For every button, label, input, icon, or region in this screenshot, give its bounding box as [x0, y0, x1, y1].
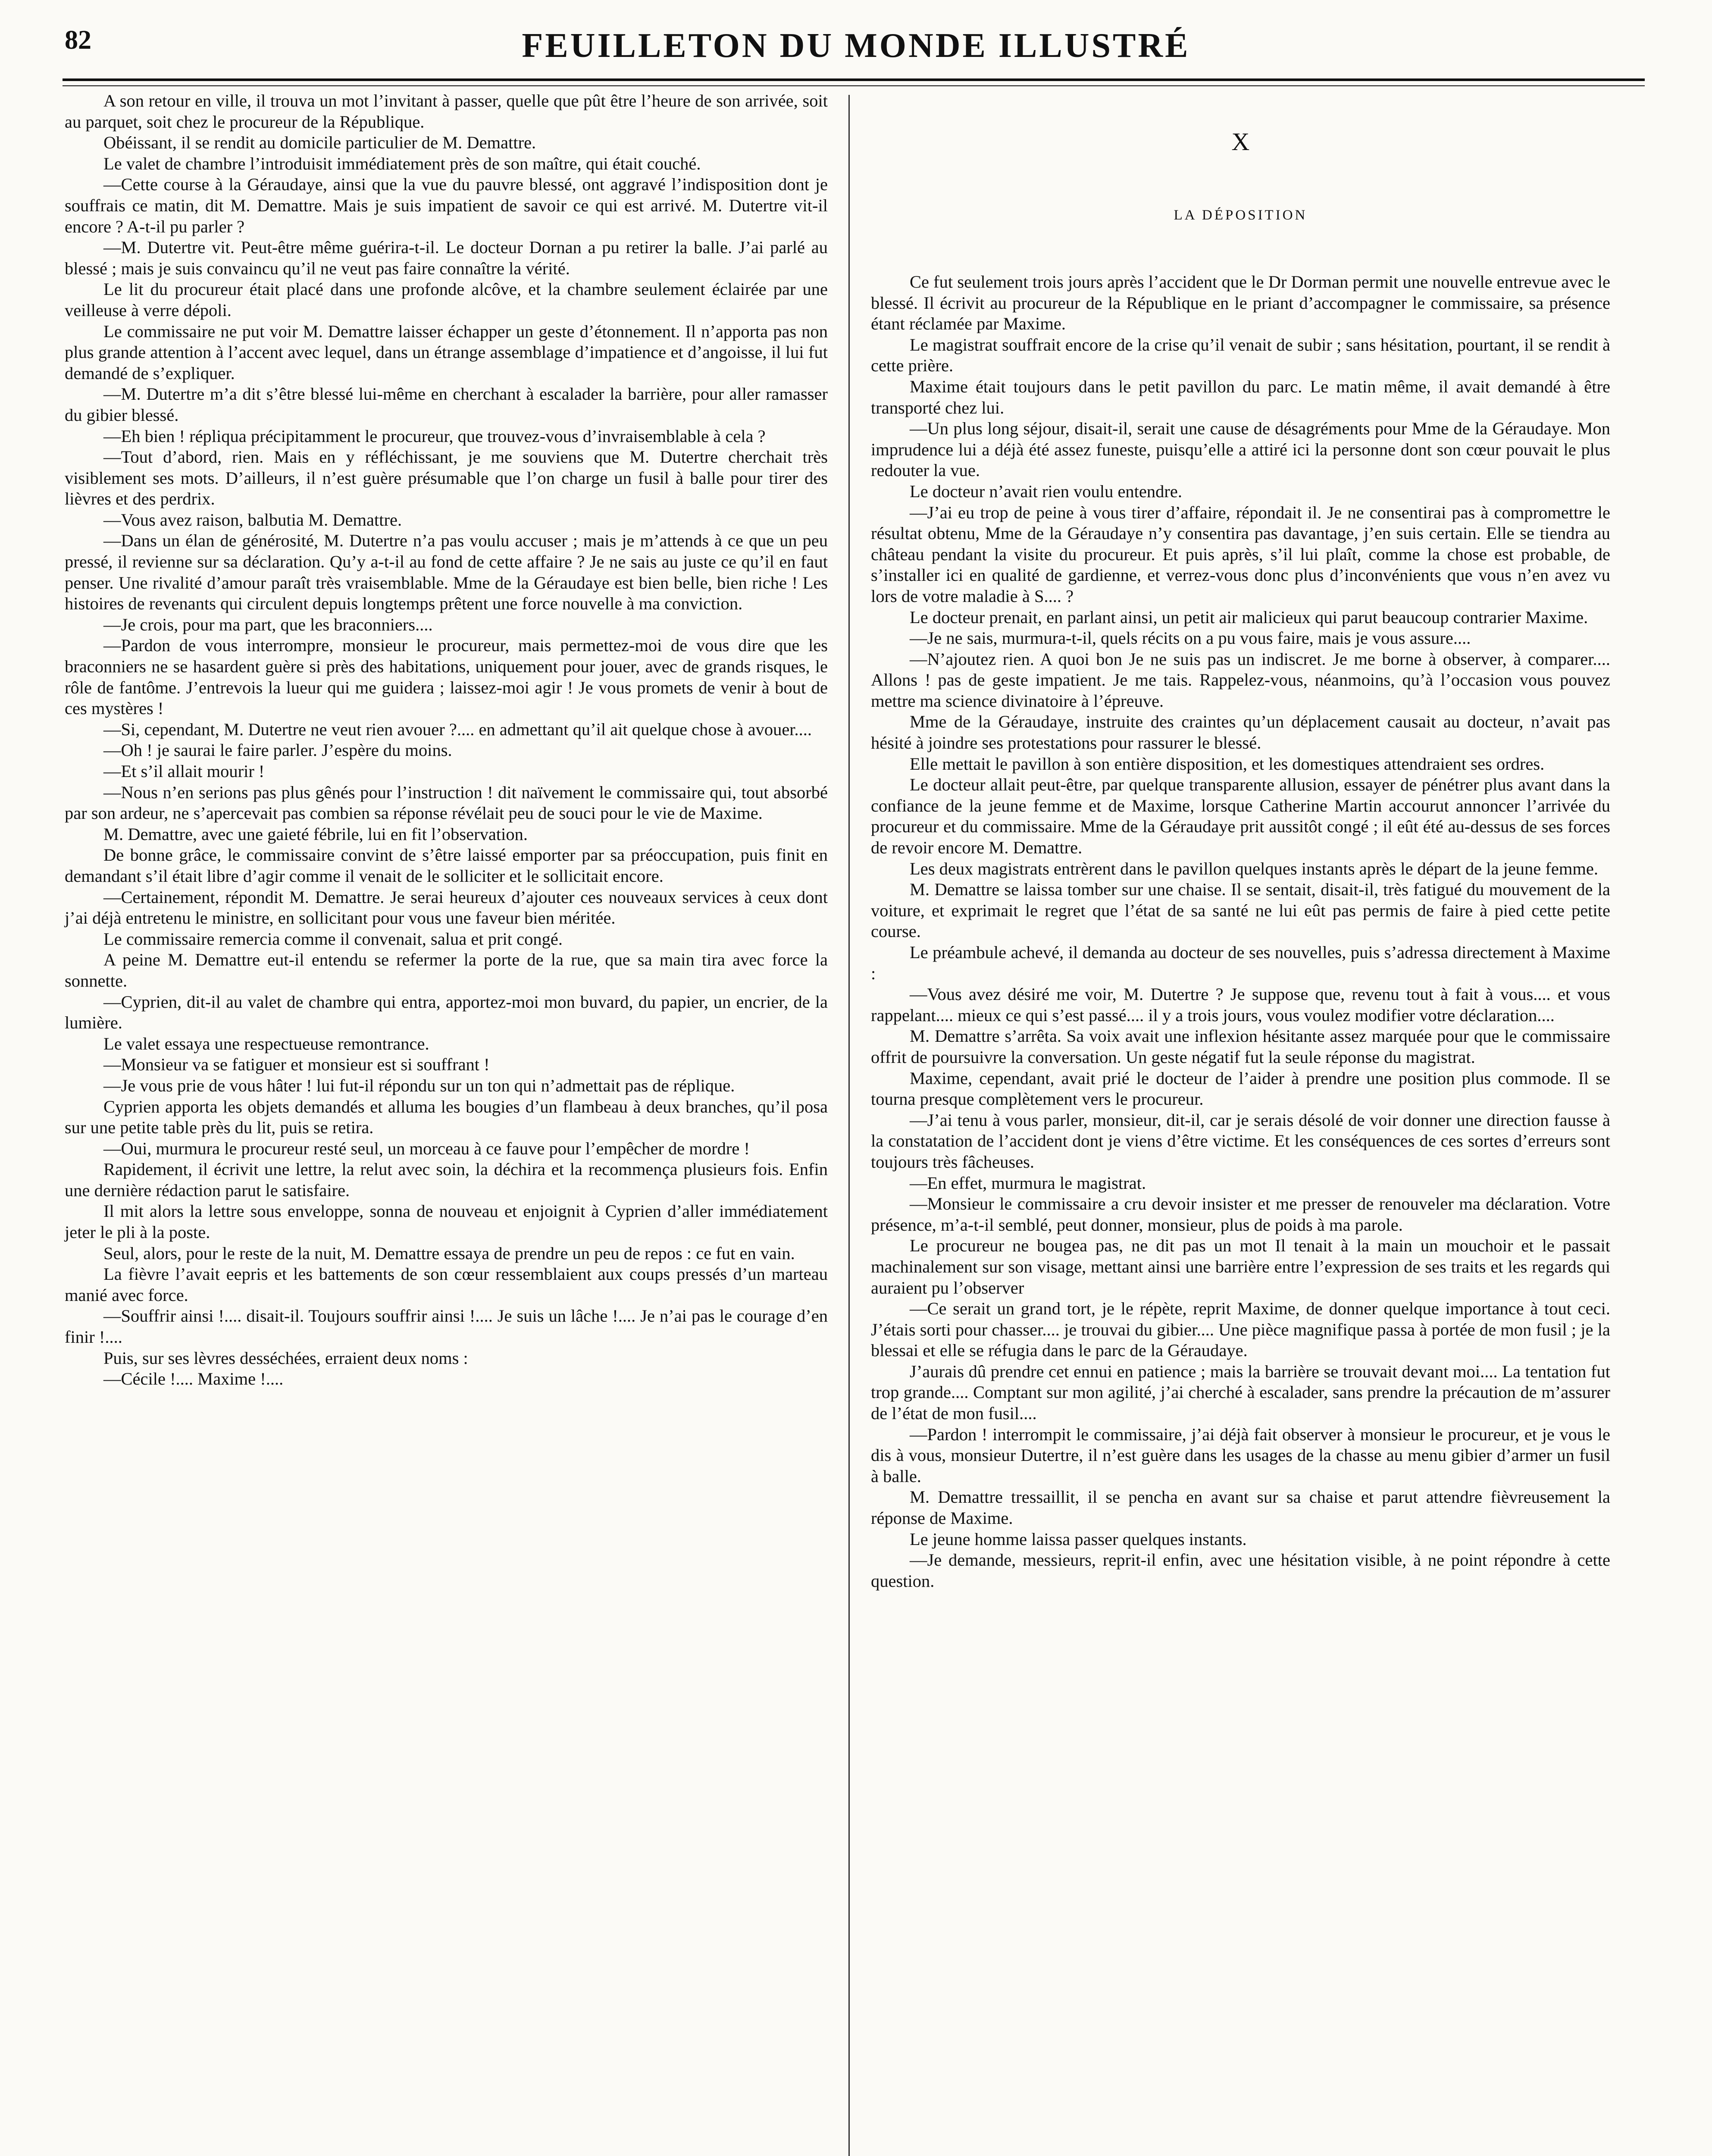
paragraph: Le commissaire ne put voir M. Demattre laisser échapper un geste d’étonnement. Il n’apporta pas non plus grande attention à l’accent avec lequel, dans un étrange assemblage d’impatience et d’angoisse, il lui fut demandé de s’expliquer.: [65, 321, 828, 383]
paragraph: —Pardon de vous interrompre, monsieur le procureur, mais permettez-moi de vous dire que les braconniers ne se hasardent guère si près des habitations, uniquement pour jouer, avec de grands risques, le rôle de fantôme. J’entrevois la lueur qui me guidera ; laissez-moi agir ! Je vous promets de venir à bout de ces mystères !: [65, 636, 828, 718]
paragraph: —Monsieur le commissaire a cru devoir insister et me presser de renouveler ma déclaration. Votre présence, m’a-t-il semblé, peut donner, monsieur, plus de poids à ma parole.: [871, 1194, 1610, 1235]
paragraph: —J’ai tenu à vous parler, monsieur, dit-il, car je serais désolé de voir donner une direction fausse à la constatation de l’accident dont je viens d’être victime. Et les conséquences de ces sortes d’erreurs sont toujours très fâcheuses.: [871, 1110, 1610, 1172]
paragraph: —Cette course à la Géraudaye, ainsi que la vue du pauvre blessé, ont aggravé l’indisposition dont je souffrais ce matin, dit M. Demattre. Mais je suis impatient de savoir ce qui est arrivé. M. Dutertre vit-il encore ? A-t-il pu parler ?: [65, 175, 828, 236]
paragraph: Le magistrat souffrait encore de la crise qu’il venait de subir ; sans hésitation, pourtant, il se rendit à cette prière.: [871, 335, 1610, 376]
paragraph: Obéissant, il se rendit au domicile particulier de M. Demattre.: [103, 133, 536, 153]
paragraph: Le préambule achevé, il demanda au docteur de ses nouvelles, puis s’adressa directement à Maxime :: [871, 943, 1610, 983]
paragraph: Ce fut seulement trois jours après l’accident que le Dr Dorman permit une nouvelle entrevue avec le blessé. Il écrivit au procureur de la République en le priant d’accompagner le commissaire, sa présence étant réclamée par Maxime.: [871, 272, 1610, 334]
paragraph: —J’ai eu trop de peine à vous tirer d’affaire, répondait il. Je ne consentirai pas à compromettre le résultat obtenu, Mme de la Géraudaye n’y consentira pas davantage, j’en suis certain. Elle se tiendra au château pendant la visite du procureur. Et puis après, s’il lui plaît, comme la chose est probable, de s’installer ici en qualité de gardienne, et verrez-vous donc plus d’inconvénients que vous n’en avez vu lors de votre maladie à S.... ?: [871, 502, 1610, 606]
paragraph: Le docteur prenait, en parlant ainsi, un petit air malicieux qui parut beaucoup contrarier Maxime.: [910, 607, 1588, 627]
paragraph: Le docteur allait peut-être, par quelque transparente allusion, essayer de pénétrer plus avant dans la confiance de la jeune femme et de Maxime, lorsque Catherine Martin accourut annoncer l’arrivée du procureur et du commissaire. Mme de la Géraudaye prit aussitôt congé ; il eût été au-dessus de ses forces de revoir encore M. Demattre.: [871, 775, 1610, 858]
paragraph: Le valet de chambre l’introduisit immédiatement près de son maître, qui était couché.: [103, 154, 701, 173]
paragraph: A peine M. Demattre eut-il entendu se refermer la porte de la rue, que sa main tira avec force la sonnette.: [65, 950, 828, 990]
paragraph: Le procureur ne bougea pas, ne dit pas un mot Il tenait à la main un mouchoir et le passait machinalement sur son visage, mettant ainsi une barrière entre l’expression de ses traits et les regards qui auraient pu l’observer: [871, 1236, 1610, 1297]
chapter-numeral: X: [1231, 128, 1250, 156]
paragraph: Le commissaire remercia comme il convenait, salua et prit congé.: [103, 929, 563, 949]
paragraph: Puis, sur ses lèvres desséchées, erraient deux noms :: [103, 1348, 468, 1368]
paragraph: —Pardon ! interrompit le commissaire, j’ai déjà fait observer à monsieur le procureur, et je vous le dis à vous, monsieur Dutertre, il n’est guère dans les usages de la chasse au menu gibier d’armer un fusil à balle.: [871, 1424, 1610, 1486]
paragraph: —Si, cependant, M. Dutertre ne veut rien avouer ?.... en admettant qu’il ait quelque chose à avouer....: [103, 719, 812, 739]
header-rule-thin: [63, 85, 1645, 86]
paragraph: Maxime était toujours dans le petit pavillon du parc. Le matin même, il avait demandé à être transporté chez lui.: [871, 376, 1610, 417]
chapter-title: LA DÉPOSITION: [1174, 207, 1308, 223]
paragraph: J’aurais dû prendre cet ennui en patience ; mais la barrière se trouvait devant moi.... La tentation fut trop grande.... Comptant sur mon agilité, j’ai cherché à escalader, sans prendre la précaution de m’assurer de l’état de mon fusil....: [871, 1361, 1610, 1423]
paragraph: —Un plus long séjour, disait-il, serait une cause de désagréments pour Mme de la Géraudaye. Mon imprudence lui a déjà été assez funeste, puisqu’elle a attiré ici la personne dont son cœur pouvait le plus redouter la vue.: [871, 419, 1610, 480]
paragraph: Mme de la Géraudaye, instruite des craintes qu’un déplacement causait au docteur, n’avait pas hésité à joindre ses protestations pour rassurer le blessé.: [871, 712, 1610, 753]
paragraph: —N’ajoutez rien. A quoi bon Je ne suis pas un indiscret. Je me borne à observer, à comparer.... Allons ! pas de geste impatient. Je me tais. Rappelez-vous, néanmoins, qu’à l’occasion vous pouvez mettre ma science divinatoire à l’épreuve.: [871, 649, 1610, 711]
paragraph: Il mit alors la lettre sous enveloppe, sonna de nouveau et enjoignit à Cyprien d’aller immédiatement jeter le pli à la poste.: [65, 1201, 828, 1242]
paragraph: —Et s’il allait mourir !: [103, 761, 265, 781]
paragraph: M. Demattre s’arrêta. Sa voix avait une inflexion hésitante assez marquée pour que le commissaire offrit de poursuivre la conversation. Un geste négatif fut la seule réponse du magistrat.: [871, 1026, 1610, 1067]
column-divider: [848, 95, 850, 2156]
paragraph: —En effet, murmura le magistrat.: [910, 1173, 1146, 1193]
paragraph: M. Demattre se laissa tomber sur une chaise. Il se sentait, disait-il, très fatigué du mouvement de la voiture, et exprimait le regret que l’état de sa santé ne lui eût pas permis de faire à pied cette petite course.: [871, 880, 1610, 941]
paragraph: Seul, alors, pour le reste de la nuit, M. Demattre essaya de prendre un peu de repos : ce fut en vain.: [103, 1243, 795, 1263]
paragraph: Cyprien apporta les objets demandés et alluma les bougies d’un flambeau à deux branches, qu’il posa sur une petite table près du lit, puis se retira.: [65, 1097, 828, 1138]
paragraph: —Souffrir ainsi !.... disait-il. Toujours souffrir ainsi !.... Je suis un lâche !.... Je n’ai pas le courage d’en finir !....: [65, 1306, 828, 1347]
paragraph: —Je vous prie de vous hâter ! lui fut-il répondu sur un ton qui n’admettait pas de réplique.: [103, 1075, 735, 1095]
paragraph: —Je ne sais, murmura-t-il, quels récits on a pu vous faire, mais je vous assure....: [910, 628, 1471, 648]
paragraph: —Dans un élan de générosité, M. Dutertre n’a pas voulu accuser ; mais je m’attends à ce que un peu pressé, il revienne sur sa déclaration. Qu’y a-t-il au fond de cette affaire ? Je ne sais au juste ce qu’il en faut penser. Une rivalité d’amour paraît très vraisemblable. Mme de la Géraudaye est bien belle, bien riche ! Les histoires de revenants qui circulent depuis longtemps prêtent une force nouvelle à ma conviction.: [65, 531, 828, 614]
paragraph: —Vous avez raison, balbutia M. Demattre.: [103, 510, 402, 530]
left-column: [65, 91, 828, 1390]
page-number: 82: [65, 25, 91, 55]
paragraph: —Eh bien ! répliqua précipitamment le procureur, que trouvez-vous d’invraisemblable à cela ?: [103, 426, 766, 446]
paragraph: Elle mettait le pavillon à son entière disposition, et les domestiques attendraient ses ordres.: [910, 754, 1545, 774]
paragraph: —Tout d’abord, rien. Mais en y réfléchissant, je me souviens que M. Dutertre cherchait très visiblement ses mots. D’ailleurs, il n’est guère présumable que l’on charge un fusil à balle pour tirer des lièvres et des perdrix.: [65, 447, 828, 509]
paragraph: —Je demande, messieurs, reprit-il enfin, avec une hésitation visible, à ne point répondre à cette question.: [871, 1550, 1610, 1591]
paragraph: —Cyprien, dit-il au valet de chambre qui entra, apportez-moi mon buvard, du papier, un encrier, de la lumière.: [65, 992, 828, 1033]
paragraph: —M. Dutertre m’a dit s’être blessé lui-même en cherchant à escalader la barrière, pour aller ramasser du gibier blessé.: [65, 384, 828, 425]
paragraph: Le valet essaya une respectueuse remontrance.: [103, 1034, 429, 1053]
paragraph: Maxime, cependant, avait prié le docteur de l’aider à prendre une position plus commode. Il se tourna presque complètement vers le procureur.: [871, 1068, 1610, 1109]
paragraph: Le lit du procureur était placé dans une profonde alcôve, et la chambre seulement éclairée par une veilleuse à verre dépoli.: [65, 279, 828, 320]
masthead-title: FEUILLETON DU MONDE ILLUSTRÉ: [522, 27, 1190, 65]
paragraph: —Monsieur va se fatiguer et monsieur est si souffrant !: [103, 1055, 490, 1075]
paragraph: M. Demattre, avec une gaieté fébrile, lui en fit l’observation.: [103, 824, 528, 844]
paragraph: —Vous avez désiré me voir, M. Dutertre ? Je suppose que, revenu tout à fait à vous.... et vous rappelant.... mieux ce qui s’est passé.... il y a trois jours, vous voulez modifier votre déclaration....: [871, 984, 1610, 1025]
paragraph: Les deux magistrats entrèrent dans le pavillon quelques instants après le départ de la jeune femme.: [910, 859, 1598, 878]
paragraph: —Ce serait un grand tort, je le répète, reprit Maxime, de donner quelque importance à tout ceci. J’étais sorti pour chasser.... je trouvai du gibier.... Une pièce magnifique passa à portée de mon fusil ; je la blessai et elle se réfugia dans le parc de la Géraudaye.: [871, 1299, 1610, 1360]
paragraph: —Cécile !.... Maxime !....: [103, 1369, 284, 1389]
right-column: [871, 272, 1610, 1592]
paragraph: La fièvre l’avait eepris et les battements de son cœur ressemblaient aux coups pressés d’un marteau manié avec force.: [65, 1264, 828, 1305]
paragraph: —Nous n’en serions pas plus gênés pour l’instruction ! dit naïvement le commissaire qui, tout absorbé par son ardeur, ne s’apercevait pas combien sa réponse révélait peu de souci pour le vie de Maxime.: [65, 782, 828, 823]
paragraph: —Oui, murmura le procureur resté seul, un morceau à ce fauve pour l’empêcher de mordre !: [103, 1138, 750, 1158]
paragraph: —Oh ! je saurai le faire parler. J’espère du moins.: [103, 740, 452, 760]
header-rule-thick: [63, 78, 1645, 81]
paragraph: Le docteur n’avait rien voulu entendre.: [910, 481, 1182, 501]
paragraph: A son retour en ville, il trouva un mot l’invitant à passer, quelle que pût être l’heure de son arrivée, soit au parquet, soit chez le procureur de la République.: [65, 91, 828, 132]
paragraph: —Certainement, répondit M. Demattre. Je serai heureux d’ajouter ces nouveaux services à ceux dont j’ai déjà entretenu le ministre, en sollicitant pour vous une faveur bien méritée.: [65, 887, 828, 928]
paragraph: Rapidement, il écrivit une lettre, la relut avec soin, la déchira et la recommença plusieurs fois. Enfin une dernière rédaction parut le satisfaire.: [65, 1159, 828, 1200]
paragraph: Le jeune homme laissa passer quelques instants.: [910, 1529, 1247, 1549]
paragraph: —M. Dutertre vit. Peut-être même guérira-t-il. Le docteur Dornan a pu retirer la balle. J’ai parlé au blessé ; mais je suis convaincu qu’il ne veut pas faire connaître la vérité.: [65, 238, 828, 278]
paragraph: —Je crois, pour ma part, que les braconniers....: [103, 614, 433, 634]
paragraph: De bonne grâce, le commissaire convint de s’être laissé emporter par sa préoccupation, puis finit en demandant s’il était libre d’agir comme il venait de le solliciter et le sollicitait encore.: [65, 845, 828, 886]
paragraph: M. Demattre tressaillit, il se pencha en avant sur sa chaise et parut attendre fièvreusement la réponse de Maxime.: [871, 1487, 1610, 1528]
